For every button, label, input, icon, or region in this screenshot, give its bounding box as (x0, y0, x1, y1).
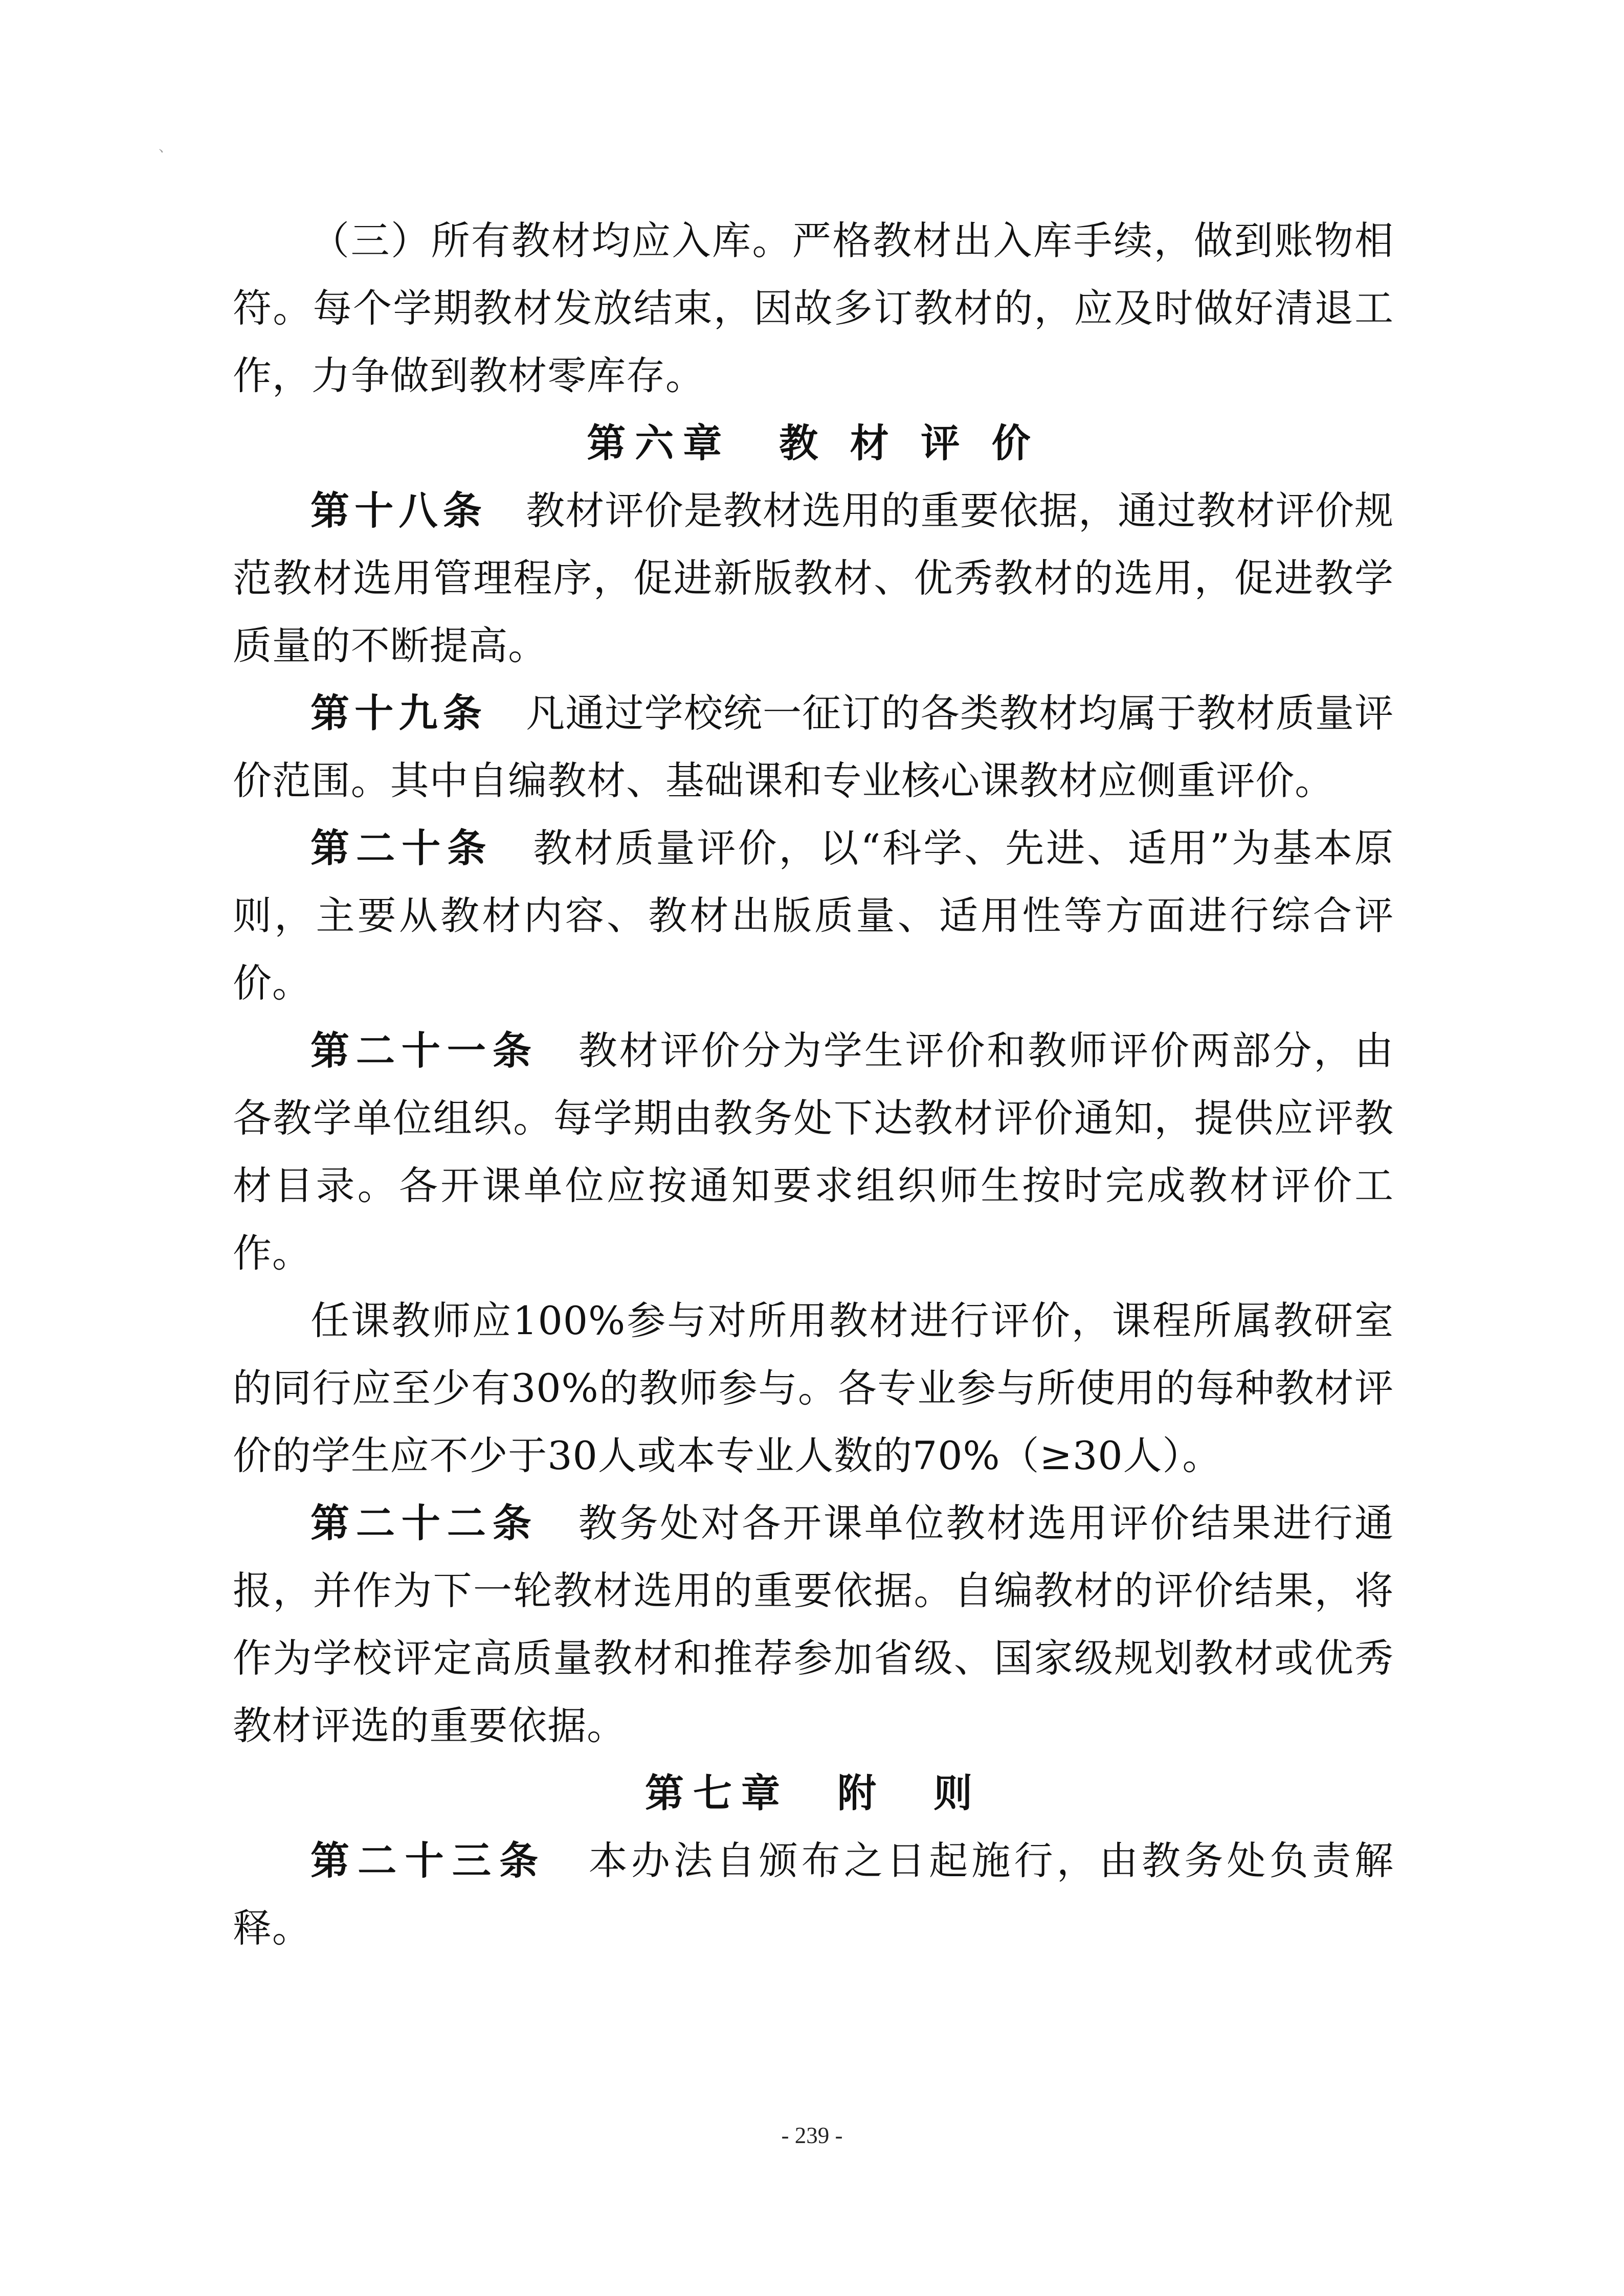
article-label: 第十九条 (310, 690, 487, 736)
scan-mark: 、 (159, 139, 173, 154)
paragraph-text: （三）所有教材均应入库。严格教材出入库手续，做到账物相符。每个学期教材发放结束，因故多订教材的，应及时做好清退工作，力争做到教材零库存。 (233, 218, 1394, 398)
article-label: 第十八条 (310, 488, 487, 533)
article-23 (233, 1827, 1394, 1962)
article-label: 第二十二条 (310, 1500, 538, 1546)
article-text: 本办法自颁布之日起施行，由教务处负责解释。 (233, 1838, 1394, 1951)
article-text: 教材评价分为学生评价和教师评价两部分，由各教学单位组织。每学期由教务处下达教材评价通知，提供应评教材目录。各开课单位应按通知要求组织师生按时完成教材评价工作。 (233, 1028, 1394, 1276)
document-body (233, 207, 1394, 1962)
paragraph-evaluation-participation (233, 1287, 1394, 1490)
article-22 (233, 1490, 1394, 1760)
article-text: 教务处对各开课单位教材选用评价结果进行通报，并作为下一轮教材选用的重要依据。自编教材的评价结果，将作为学校评定高质量教材和推荐参加省级、国家级规划教材或优秀教材评选的重要依据。 (233, 1500, 1394, 1748)
article-label: 第二十一条 (310, 1028, 538, 1073)
article-21 (233, 1017, 1394, 1287)
chapter-6-heading: 第六章 教 材 评 价 (587, 420, 1040, 466)
paragraph-textbook-storage (233, 207, 1394, 410)
article-text: 教材评价是教材选用的重要依据，通过教材评价规范教材选用管理程序，促进新版教材、优秀教材的选用，促进教学质量的不断提高。 (233, 488, 1394, 668)
article-label: 第二十三条 (310, 1838, 547, 1883)
article-20 (233, 815, 1394, 1017)
chapter-7-heading: 第七章 附 则 (645, 1770, 982, 1816)
article-19 (233, 680, 1394, 815)
article-text: 教材质量评价，以“科学、先进、适用”为基本原则，主要从教材内容、教材出版质量、适用性等方面进行综合评价。 (233, 825, 1394, 1006)
article-label: 第二十条 (310, 825, 493, 871)
page-number: - 239 - (781, 2123, 843, 2148)
paragraph-text: 任课教师应100%参与对所用教材进行评价，课程所属教研室的同行应至少有30%的教师参与。各专业参与所使用的每种教材评价的学生应不少于30人或本专业人数的70%（≥30人）。 (233, 1298, 1394, 1478)
article-18 (233, 477, 1394, 680)
article-text: 凡通过学校统一征订的各类教材均属于教材质量评价范围。其中自编教材、基础课和专业核心课教材应侧重评价。 (233, 690, 1394, 803)
